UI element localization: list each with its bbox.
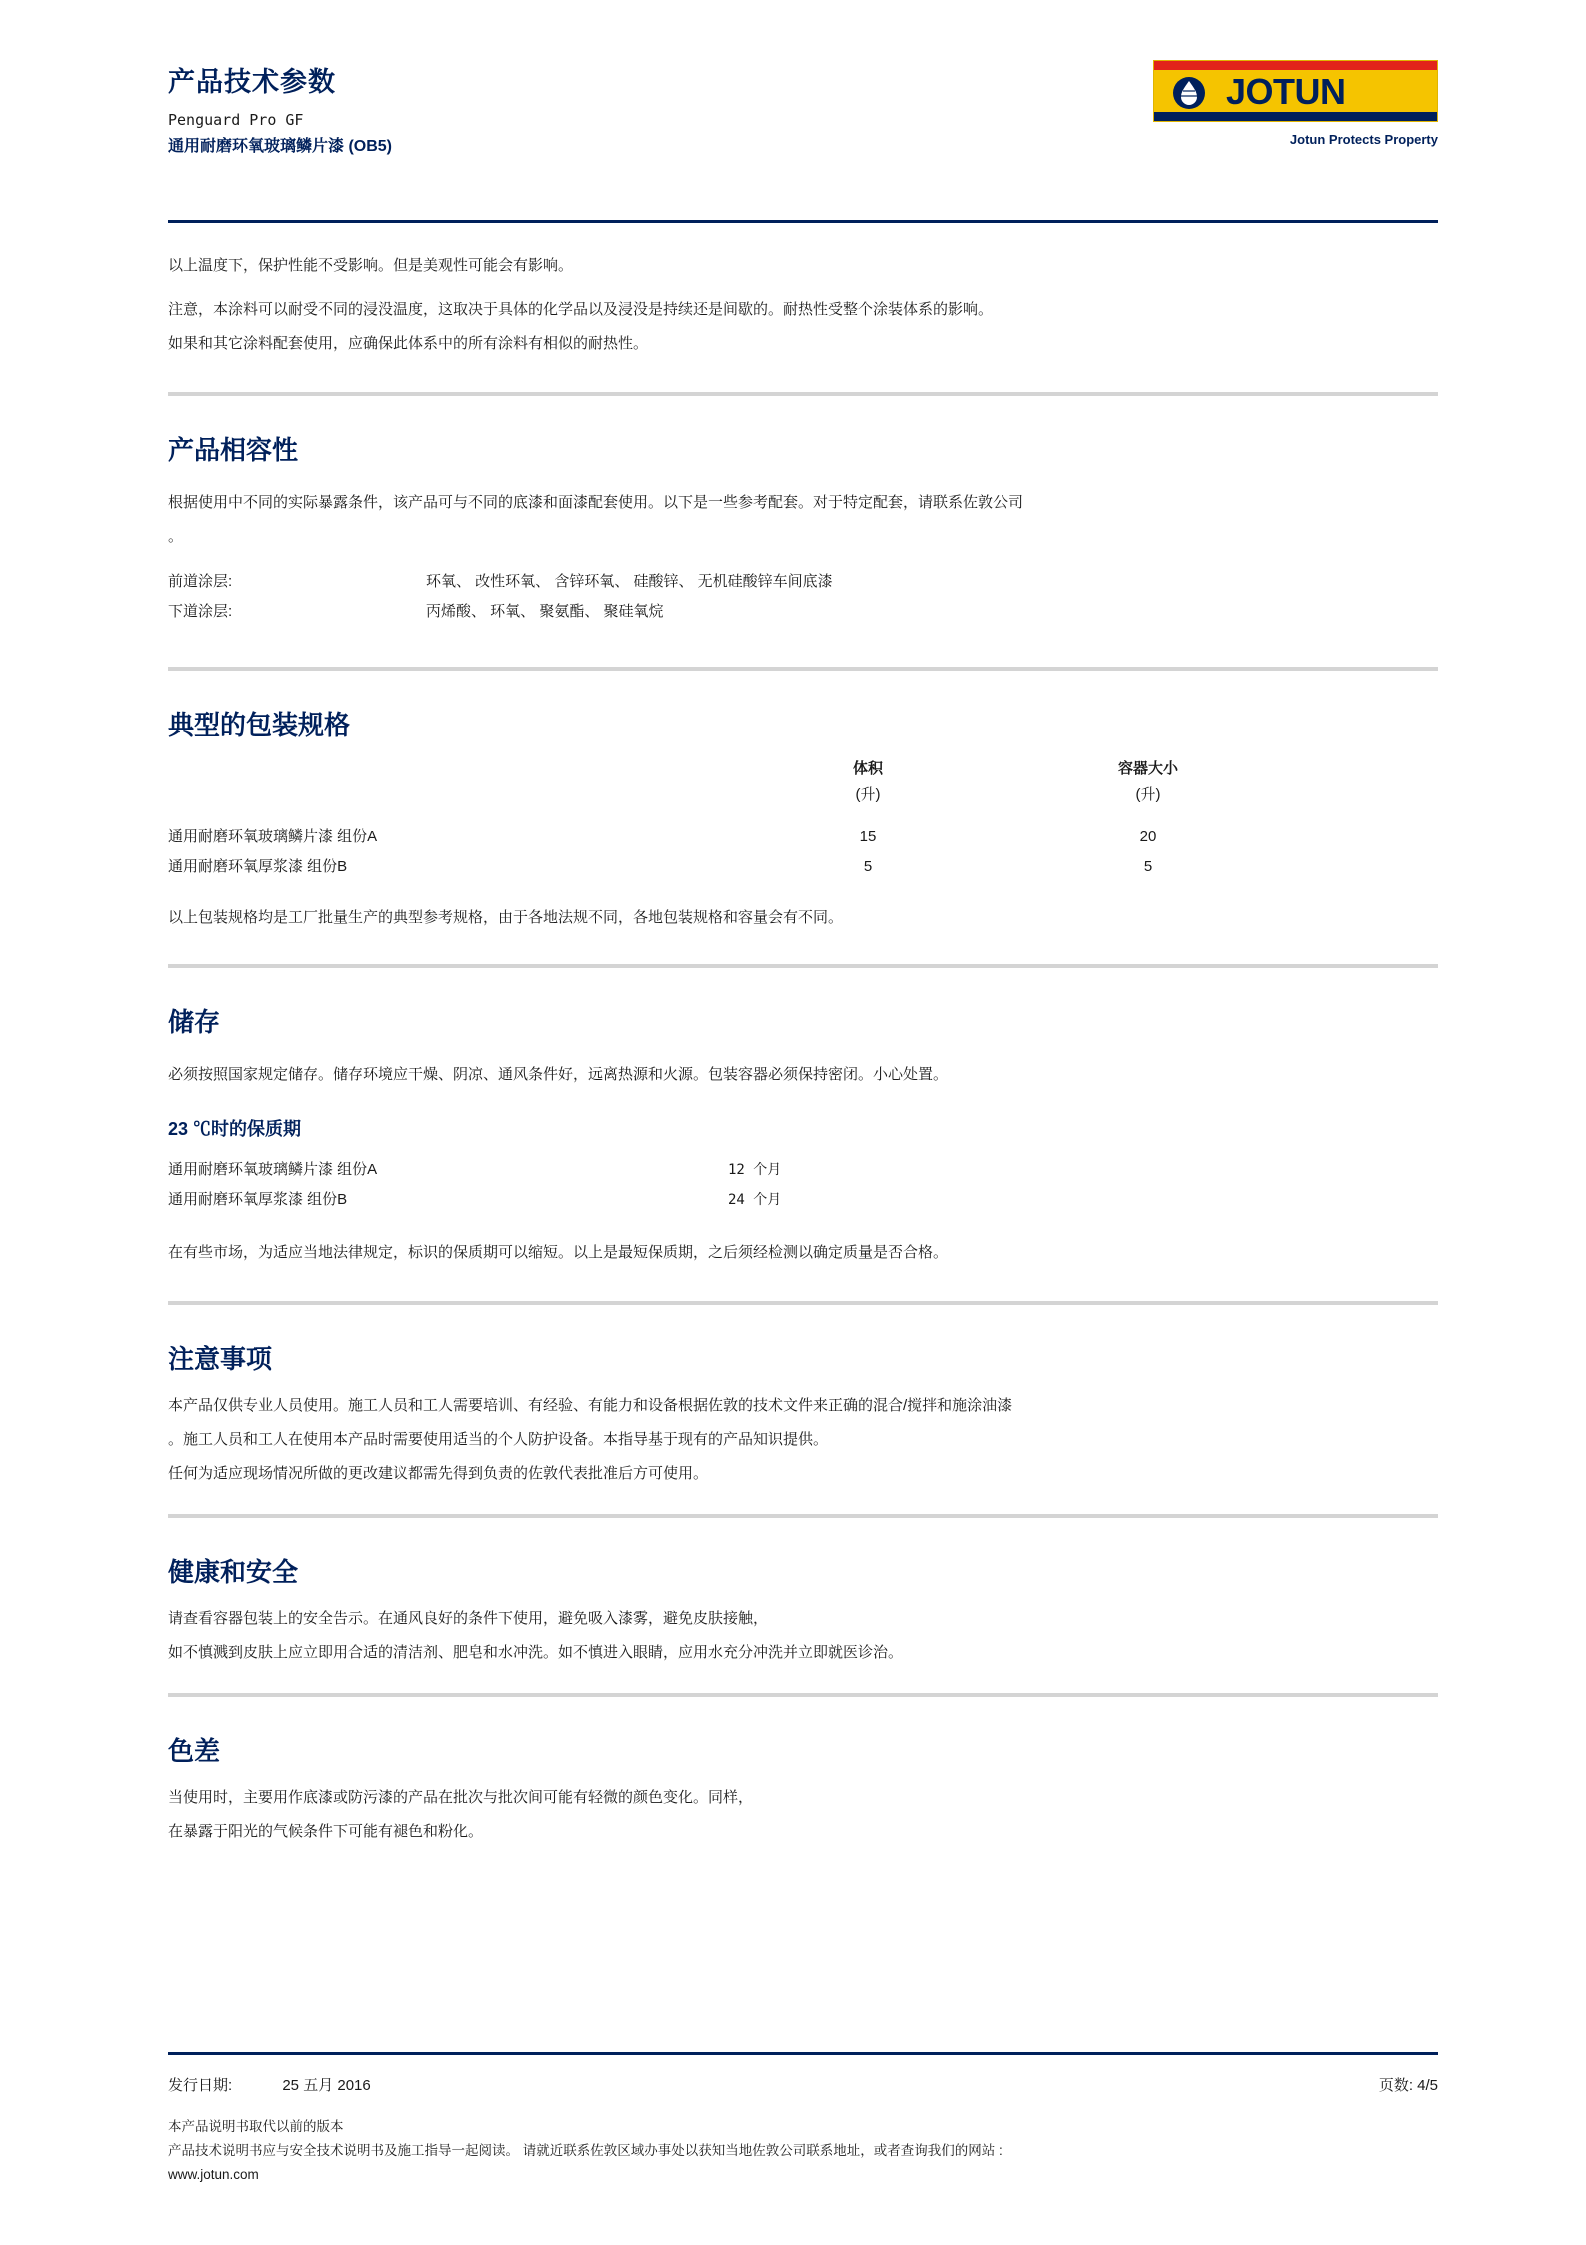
shelf-life-product: 通用耐磨环氧厚浆漆 组份B xyxy=(168,1191,348,1208)
header-divider xyxy=(168,220,1438,223)
logo-red-bar xyxy=(1154,61,1437,70)
issue-date-label: 发行日期: xyxy=(168,2077,233,2094)
storage-intro: 必须按照国家规定储存。储存环境应干燥、阴凉、通风条件好，远离热源和火源。包装容器必须保持密闭。小心处置。 xyxy=(168,1066,949,1083)
logo-wordmark: JOTUN xyxy=(1226,71,1346,112)
section-divider xyxy=(168,1693,1438,1697)
jotun-droplet-icon xyxy=(1172,76,1206,110)
packing-volume: 15 xyxy=(859,828,877,845)
packing-note: 以上包装规格均是工厂批量生产的典型参考规格，由于各地法规不同，各地包装规格和容量会有不同。 xyxy=(168,909,844,926)
health-line1: 请查看容器包装上的安全告示。在通风良好的条件下使用，避免吸入漆雾，避免皮肤接触， xyxy=(168,1610,769,1627)
footer-note-1: 本产品说明书取代以前的版本 xyxy=(168,2119,344,2134)
color-line1: 当使用时，主要用作底漆或防污漆的产品在批次与批次间可能有轻微的颜色变化。同样， xyxy=(168,1789,754,1806)
packing-table-header xyxy=(168,756,1438,782)
section-divider xyxy=(168,1301,1438,1305)
table-row xyxy=(168,1185,1438,1215)
packing-unit-volume: (升) xyxy=(855,786,881,803)
precautions-line1: 本产品仅供专业人员使用。施工人员和工人需要培训、有经验、有能力和设备根据佐敦的技术文件来正确的混合/搅拌和施涂油漆 xyxy=(168,1397,1013,1414)
section-divider xyxy=(168,964,1438,968)
section-title-precautions: 注意事项 xyxy=(168,1344,273,1374)
packing-header-volume: 体积 xyxy=(852,760,883,777)
packing-table-units xyxy=(168,782,1438,808)
section-divider xyxy=(168,1514,1438,1518)
section-title-packing: 典型的包装规格 xyxy=(168,710,351,740)
packing-container-size: 5 xyxy=(1143,858,1153,875)
packing-container-size: 20 xyxy=(1139,828,1157,845)
table-row xyxy=(168,852,1438,882)
product-name-en: Penguard Pro GF xyxy=(168,111,304,129)
logo-blue-bar xyxy=(1154,112,1437,121)
packing-unit-size: (升) xyxy=(1135,786,1161,803)
top-note-line3: 如果和其它涂料配套使用，应确保此体系中的所有涂料有相似的耐热性。 xyxy=(168,335,649,352)
packing-header-spacer xyxy=(168,756,728,782)
compatibility-value: 环氧、 改性环氧、 含锌环氧、 硅酸锌、 无机硅酸锌车间底漆 xyxy=(426,573,833,590)
issue-date-value: 25 五月 2016 xyxy=(282,2077,371,2094)
page-number: 页数: 4/5 xyxy=(1378,2077,1438,2094)
table-row xyxy=(168,822,1438,852)
color-line2: 在暴露于阳光的气候条件下可能有褪色和粉化。 xyxy=(168,1823,484,1840)
packing-volume: 5 xyxy=(863,858,873,875)
section-health-safety xyxy=(168,1552,1438,1667)
section-title-compatibility: 产品相容性 xyxy=(168,435,299,465)
top-note-line2: 注意，本涂料可以耐受不同的浸没温度，这取决于具体的化学品以及浸没是持续还是间歇的。耐热性受整个涂装体系的影响。 xyxy=(168,301,994,318)
logo-tagline: Jotun Protects Property xyxy=(1289,132,1438,147)
document-header xyxy=(168,60,1438,180)
subsection-title-shelf-life: 23 ℃时的保质期 xyxy=(168,1119,302,1139)
footer-note-2: 产品技术说明书应与安全技术说明书及施工指导一起阅读。 请就近联系佐敦区域办事处以获知当地佐敦公司联系地址，或者查询我们的网站 : xyxy=(168,2143,1003,2158)
packing-unit-spacer xyxy=(168,782,728,808)
compatibility-intro-line2: 。 xyxy=(168,528,184,545)
precautions-line2: 。施工人员和工人在使用本产品时需要使用适当的个人防护设备。本指导基于现有的产品知识提供。 xyxy=(168,1431,829,1448)
section-packing xyxy=(168,705,1438,932)
compatibility-row xyxy=(168,597,1438,627)
section-compatibility xyxy=(168,430,1438,627)
section-title-color-variation: 色差 xyxy=(168,1736,221,1766)
footer-meta-row xyxy=(168,2073,1438,2099)
section-color-variation xyxy=(168,1731,1438,1846)
section-title-health-safety: 健康和安全 xyxy=(168,1557,299,1587)
compatibility-key: 前道涂层: xyxy=(168,573,233,590)
health-line2: 如不慎溅到皮肤上应立即用合适的清洁剂、肥皂和水冲洗。如不慎进入眼睛，应用水充分冲洗并立即就医诊治。 xyxy=(168,1644,904,1661)
product-name-cn: 通用耐磨环氧玻璃鳞片漆 (OB5) xyxy=(168,138,393,155)
storage-note: 在有些市场，为适应当地法律规定，标识的保质期可以缩短。以上是最短保质期，之后须经检测以确定质量是否合格。 xyxy=(168,1244,949,1261)
shelf-life-product: 通用耐磨环氧玻璃鳞片漆 组份A xyxy=(168,1161,378,1178)
footer-divider xyxy=(168,2052,1438,2055)
compatibility-key: 下道涂层: xyxy=(168,603,233,620)
shelf-life-value: 12 个月 xyxy=(728,1162,782,1178)
compatibility-intro-line1: 根据使用中不同的实际暴露条件，该产品可与不同的底漆和面漆配套使用。以下是一些参考配套。对于特定配套，请联系佐敦公司 xyxy=(168,494,1024,511)
section-title-storage: 储存 xyxy=(168,1007,221,1037)
top-note-line1: 以上温度下，保护性能不受影响。但是美观性可能会有影响。 xyxy=(168,257,574,274)
page-title: 产品技术参数 xyxy=(168,67,336,97)
top-notes-block xyxy=(168,252,1438,358)
packing-product-name: 通用耐磨环氧厚浆漆 组份B xyxy=(168,858,348,875)
footer-website: www.jotun.com xyxy=(168,2167,259,2182)
precautions-line3: 任何为适应现场情况所做的更改建议都需先得到负责的佐敦代表批准后方可使用。 xyxy=(168,1465,709,1482)
logo-box xyxy=(1153,60,1438,122)
section-storage xyxy=(168,1002,1438,1267)
section-divider xyxy=(168,392,1438,396)
table-row xyxy=(168,1155,1438,1185)
compatibility-value: 丙烯酸、 环氧、 聚氨酯、 聚硅氧烷 xyxy=(426,603,664,620)
section-divider xyxy=(168,667,1438,671)
jotun-logo xyxy=(1153,60,1438,147)
document-body xyxy=(168,252,1438,1862)
issue-date-group xyxy=(168,2073,379,2099)
compatibility-row xyxy=(168,567,1438,597)
packing-header-size: 容器大小 xyxy=(1117,760,1178,777)
packing-product-name: 通用耐磨环氧玻璃鳞片漆 组份A xyxy=(168,828,378,845)
shelf-life-value: 24 个月 xyxy=(728,1192,782,1208)
section-precautions xyxy=(168,1339,1438,1488)
document-footer xyxy=(168,2052,1438,2187)
